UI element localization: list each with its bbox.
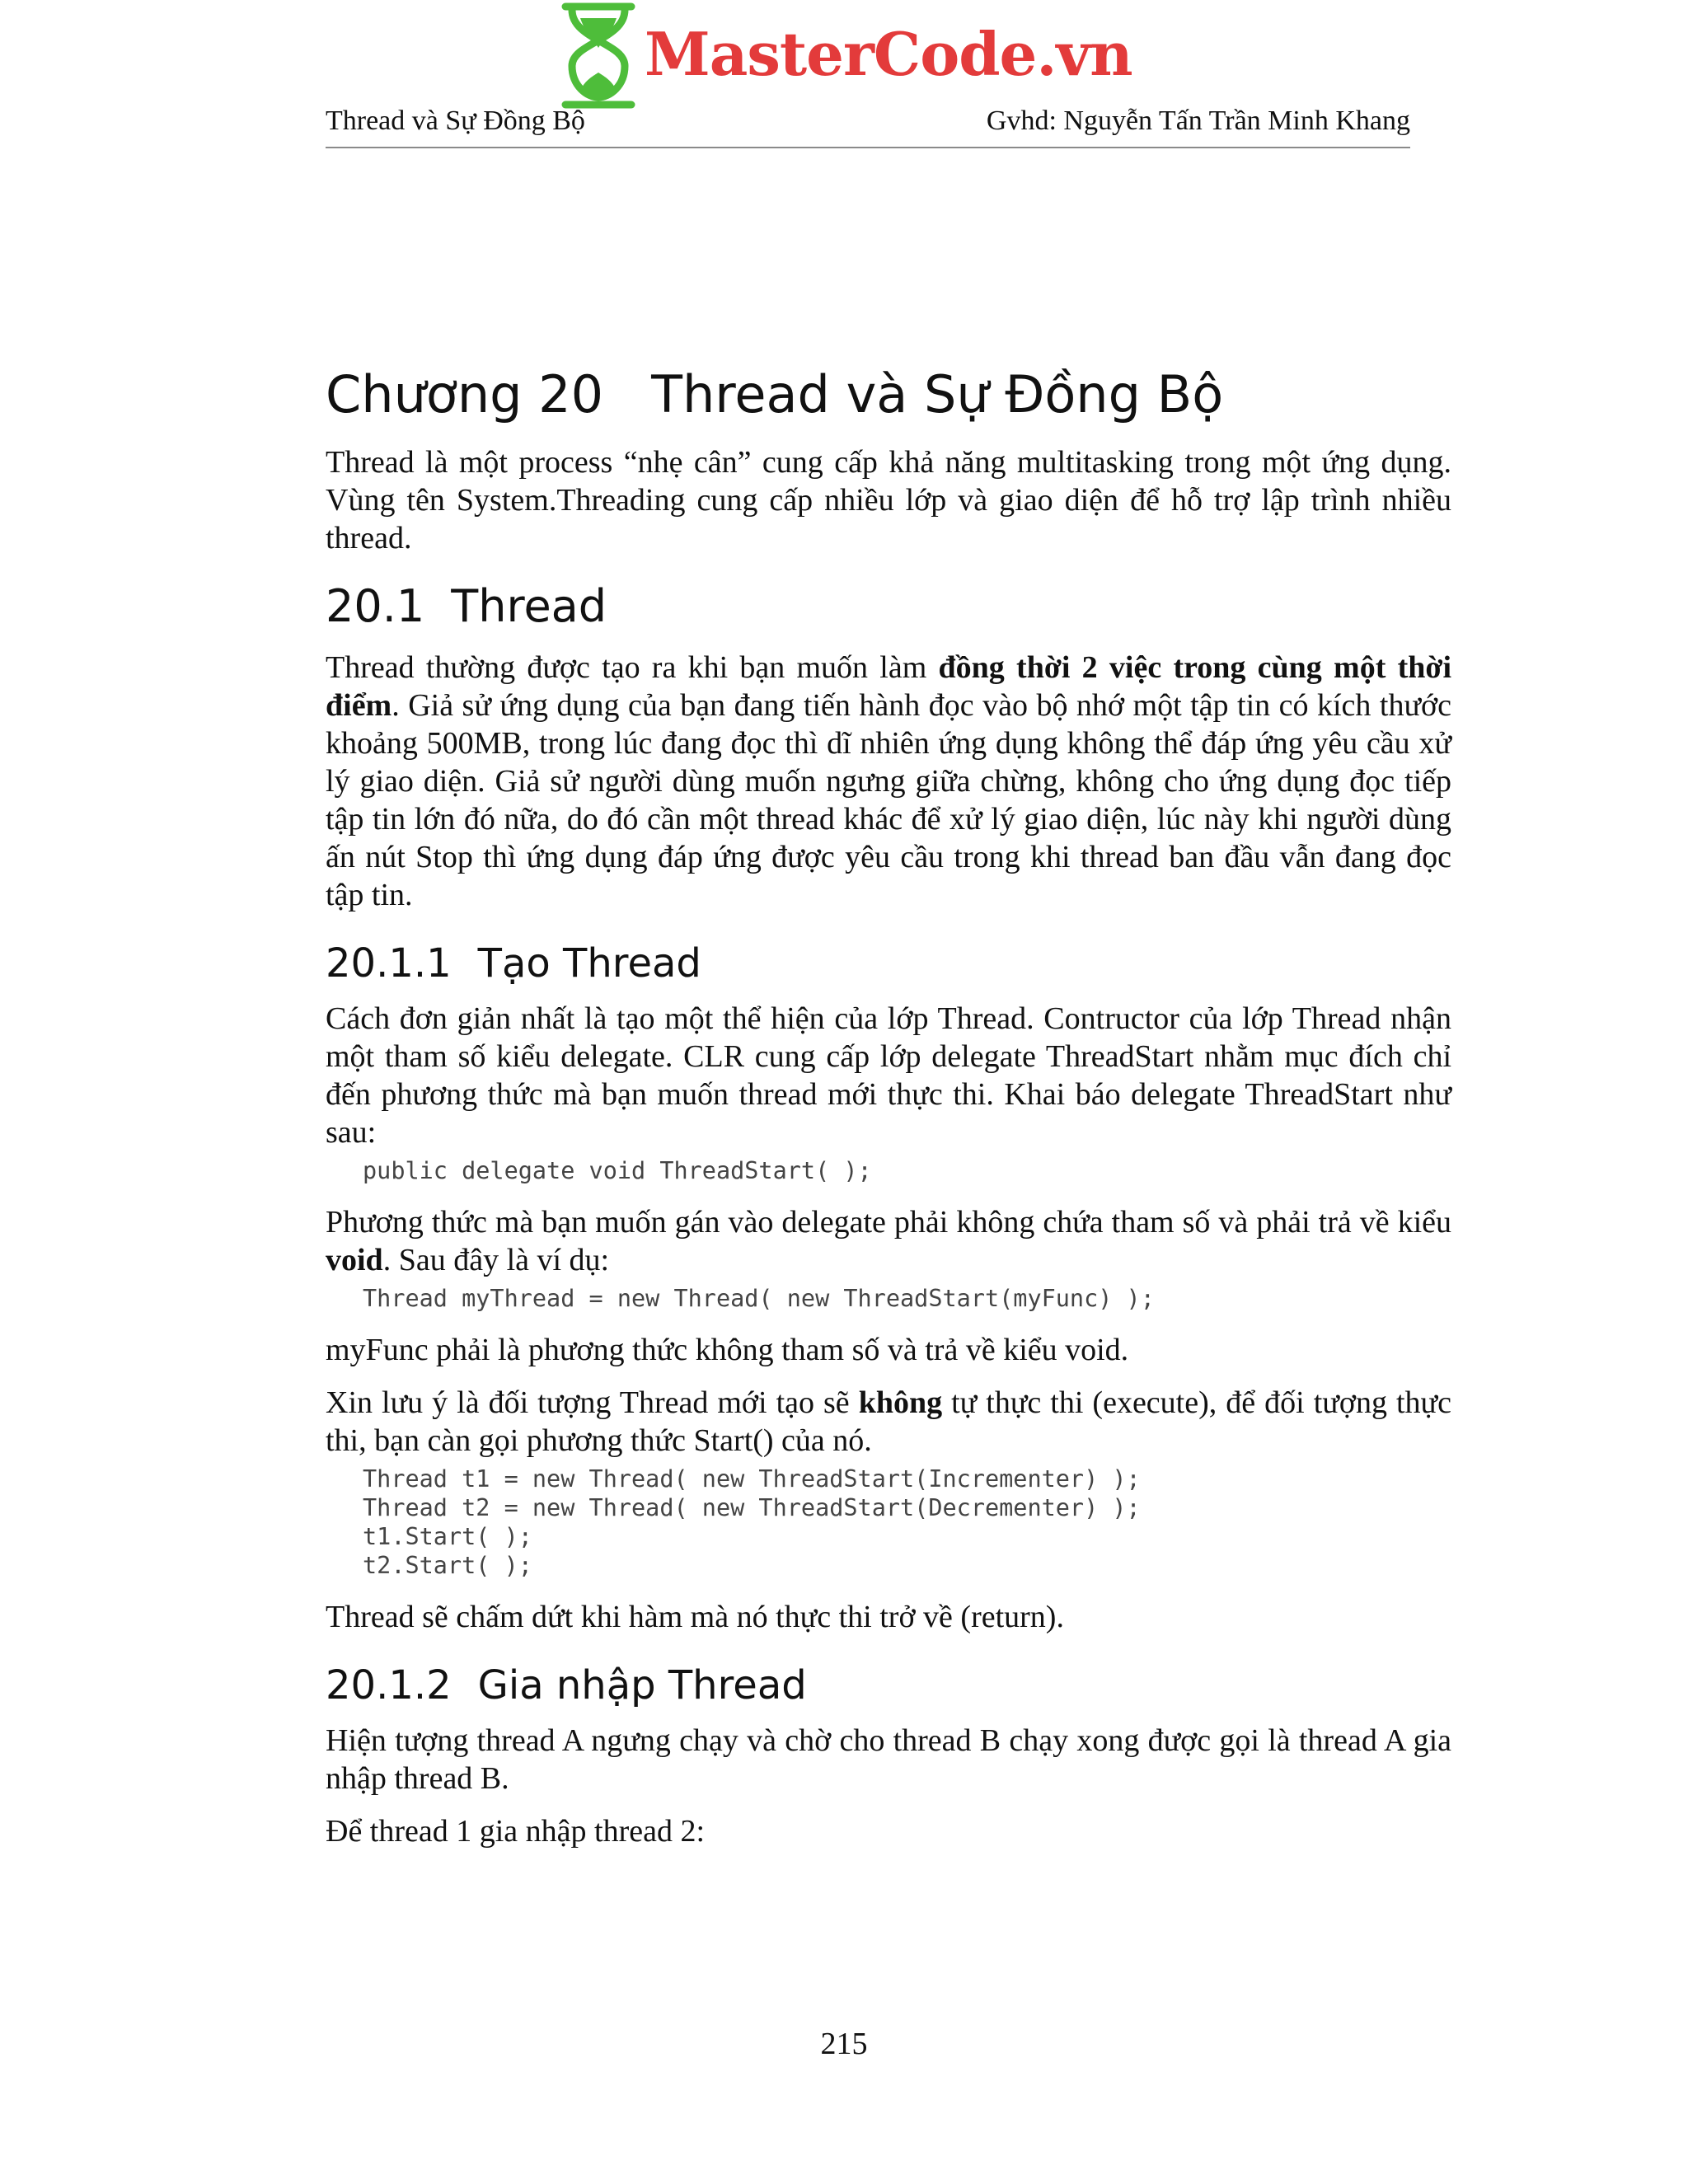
subsection-number: 20.1.2 [326, 1662, 452, 1708]
delegate-method-paragraph [326, 1203, 1451, 1279]
logo [557, 0, 1132, 111]
text-run: Thread thường được tạo ra khi bạn muốn làm [326, 650, 939, 685]
hourglass-icon [557, 0, 640, 111]
logo-text: MasterCode.vn [645, 19, 1132, 89]
section-title: Thread [451, 579, 607, 632]
join-example-paragraph: Để thread 1 gia nhập thread 2: [326, 1814, 706, 1849]
bold-text: void [326, 1243, 383, 1277]
page-content [326, 363, 1451, 1865]
bold-text: không [858, 1385, 943, 1420]
bold-text: đồng thời 2 việc trong cùng một thời điểm [326, 650, 1451, 723]
page-number: 215 [820, 2027, 868, 2061]
subsection-number: 20.1.1 [326, 940, 452, 987]
header-title: Thread và Sự Đồng Bộ [326, 105, 585, 136]
thread-end-paragraph: Thread sẽ chấm dứt khi hàm mà nó thực thi trở về (return). [326, 1600, 1064, 1634]
myfunc-paragraph: myFunc phải là phương thức không tham số và trả về kiểu void. [326, 1333, 1129, 1367]
subsection-heading-20-1-2 [326, 1661, 1451, 1710]
join-paragraph: Hiện tượng thread A ngưng chạy và chờ cho thread B chạy xong được gọi là thread A gia nhập thread B. [326, 1723, 1451, 1796]
start-note-paragraph [326, 1384, 1451, 1460]
chapter-number: Chương 20 [326, 364, 604, 424]
chapter-intro: Thread là một process “nhẹ cân” cung cấp khả năng multitasking trong một ứng dụng. Vùng tên System.Threading cung cấp nhiều lớp và giao diện để hỗ trợ lập trình nhiều thread. [326, 444, 1451, 555]
code-block-mythread: Thread myThread = new Thread( new ThreadStart(myFunc) ); [363, 1285, 1155, 1312]
subsection-heading-20-1-1 [326, 939, 1451, 988]
create-thread-paragraph: Cách đơn giản nhất là tạo một thể hiện của lớp Thread. Contructor của lớp Thread nhận một tham số kiểu delegate. CLR cung cấp lớp delegate ThreadStart nhằm mục đích chỉ đến phương thức mà bạn muốn thread mới thực thi. Khai báo delegate ThreadStart như sau: [326, 1001, 1451, 1150]
text-run: Phương thức mà bạn muốn gán vào delegate phải không chứa tham số và phải trả về kiểu [326, 1205, 1451, 1240]
section-number: 20.1 [326, 579, 425, 632]
section-heading-20-1 [326, 579, 1451, 635]
code-block-start: Thread t1 = new Thread( new ThreadStart(Incrementer) ); Thread t2 = new Thread( new ThreadStart(Decrementer) ); t1.Start( ); t2.Start( ); [363, 1465, 1141, 1579]
code-block-delegate: public delegate void ThreadStart( ); [363, 1157, 872, 1184]
header-instructor: Gvhd: Nguyễn Tấn Trần Minh Khang [986, 105, 1410, 136]
text-run: tự thực thi (execute), để đối tượng thực thi, bạn càn gọi phương thức Start() của nó. [326, 1385, 1451, 1458]
subsection-title: Tạo Thread [477, 940, 701, 987]
section-20-1-paragraph [326, 649, 1451, 914]
subsection-title: Gia nhập Thread [477, 1662, 807, 1708]
text-run: . Giả sử ứng dụng của bạn đang tiến hành đọc vào bộ nhớ một tập tin có kích thước khoảng 500MB, trong lúc đang đọc thì dĩ nhiên ứng dụng không thể đáp ứng yêu cầu xử lý giao diện. Giả sử người dùng muốn ngưng giữa chừng, không cho ứng dụng đọc tiếp tập tin lớn đó nữa, do đó cần một thread khác để xử lý giao diện, lúc này khi người dùng ấn nút Stop thì ứng dụng đáp ứng được yêu cầu trong khi thread ban đầu vẫn đang đọc tập tin. [326, 688, 1451, 912]
chapter-heading [326, 363, 1451, 427]
text-run: . Sau đây là ví dụ: [382, 1243, 610, 1277]
running-header [326, 104, 1410, 148]
text-run: Xin lưu ý là đối tượng Thread mới tạo sẽ [326, 1385, 859, 1420]
chapter-title: Thread và Sự Đồng Bộ [651, 364, 1224, 424]
